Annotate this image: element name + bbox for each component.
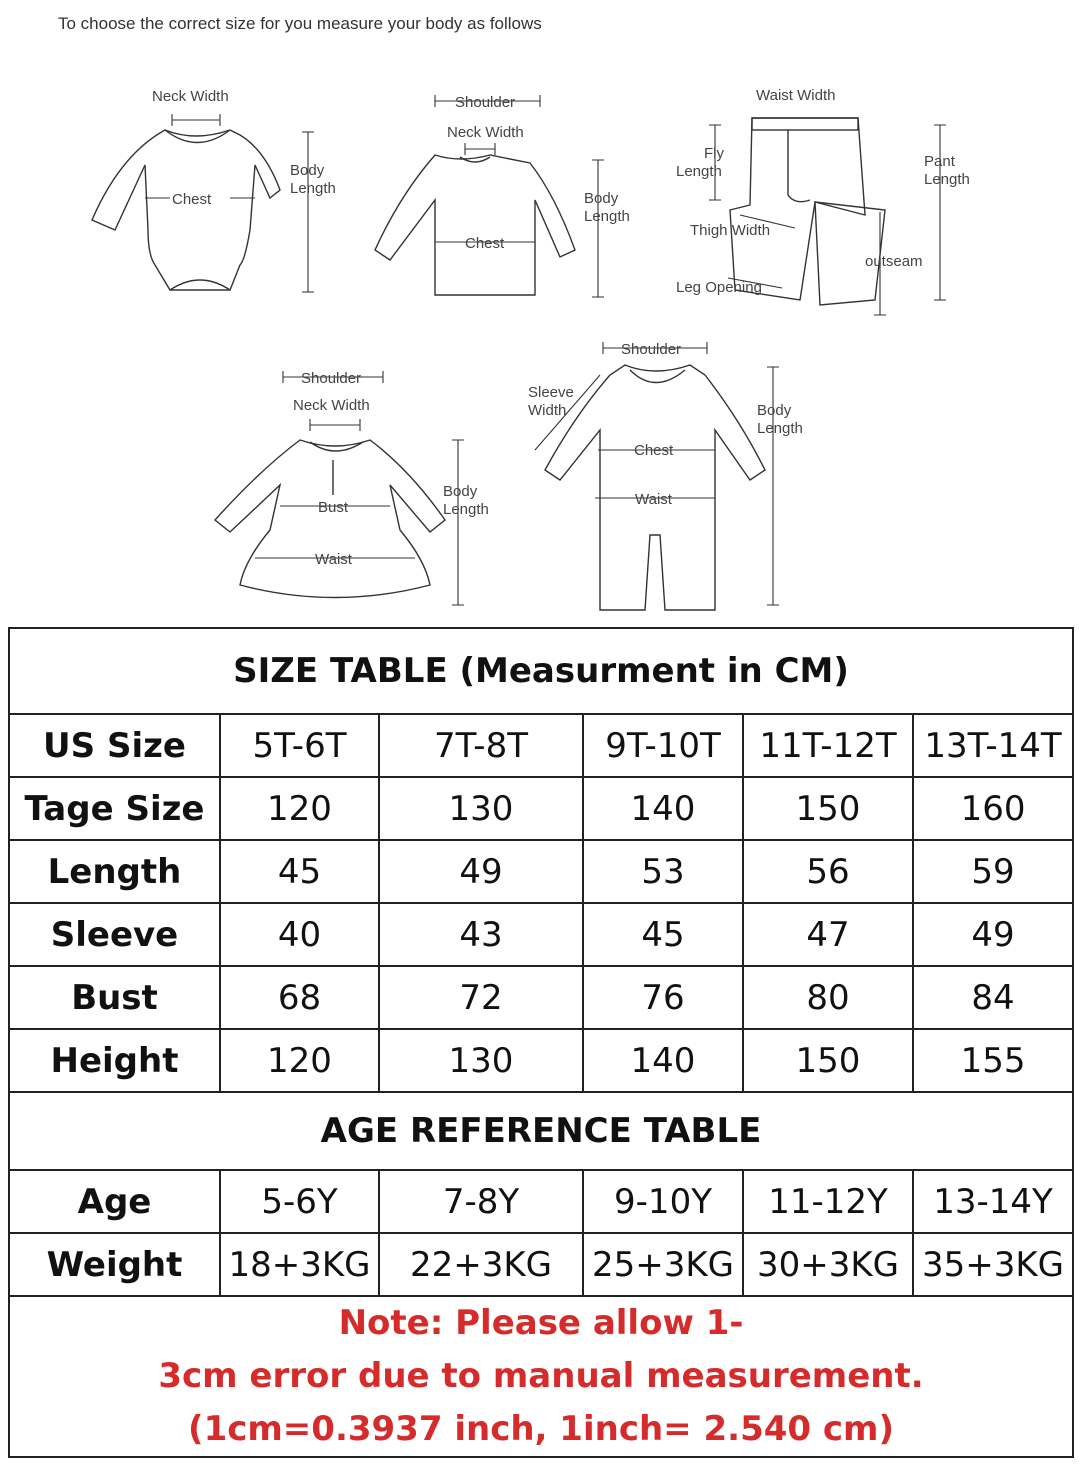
pants-fly-label: Fly [704, 145, 724, 162]
age-table-title: AGE REFERENCE TABLE [9, 1092, 1073, 1170]
table-cell: 5-6Y [220, 1170, 379, 1233]
bodysuit-neck-label: Neck Width [152, 88, 229, 105]
shirt-shoulder-label: Shoulder [455, 94, 516, 111]
table-cell: 25+3KG [583, 1233, 743, 1296]
note-line-2: 3cm error due to manual measurement. [158, 1356, 924, 1396]
bodysuit-body-label: Body [290, 162, 325, 179]
table-row [9, 1170, 1073, 1233]
table-row [9, 714, 1073, 777]
row-label: Bust [9, 966, 220, 1029]
pants-diagram [670, 80, 990, 320]
shirt-chest-label: Chest [465, 235, 505, 252]
table-cell: 5T-6T [220, 714, 379, 777]
row-label: Length [9, 840, 220, 903]
shirt-diagram [370, 85, 660, 305]
table-cell: 59 [913, 840, 1073, 903]
table-cell: 80 [743, 966, 913, 1029]
shirt-body-label: Body [584, 190, 619, 207]
pants-pant-label: Pant [924, 153, 955, 170]
table-cell: 76 [583, 966, 743, 1029]
table-cell: 72 [379, 966, 583, 1029]
table-cell: 160 [913, 777, 1073, 840]
intro-text: To choose the correct size for you measure your body as follows [58, 14, 542, 33]
table-row [9, 903, 1073, 966]
bodysuit-length-label: Length [290, 180, 336, 197]
table-cell: 35+3KG [913, 1233, 1073, 1296]
table-cell: 53 [583, 840, 743, 903]
romper-sleeve-label: Sleeve [528, 384, 574, 401]
table-cell: 45 [220, 840, 379, 903]
table-cell: 150 [743, 777, 913, 840]
pants-fly-length-label: Length [676, 163, 722, 180]
shirt-length-label: Length [584, 208, 630, 225]
table-cell: 68 [220, 966, 379, 1029]
pants-pant-length-label: Length [924, 171, 970, 188]
table-cell: 9-10Y [583, 1170, 743, 1233]
dress-length-label: Length [443, 501, 489, 518]
size-table-title: SIZE TABLE (Measurment in CM) [9, 628, 1073, 714]
table-cell: 150 [743, 1029, 913, 1092]
table-cell: 13-14Y [913, 1170, 1073, 1233]
shirt-neck-label: Neck Width [447, 124, 524, 141]
table-cell: 120 [220, 777, 379, 840]
table-row [9, 777, 1073, 840]
pants-waist-label: Waist Width [756, 87, 836, 104]
row-label: Age [9, 1170, 220, 1233]
dress-body-label: Body [443, 483, 478, 500]
table-cell: 130 [379, 1029, 583, 1092]
dress-shoulder-label: Shoulder [301, 370, 362, 387]
table-cell: 11-12Y [743, 1170, 913, 1233]
romper-length-label: Length [757, 420, 803, 437]
table-cell: 56 [743, 840, 913, 903]
row-label: Height [9, 1029, 220, 1092]
table-cell: 140 [583, 777, 743, 840]
dress-neck-label: Neck Width [293, 397, 370, 414]
row-label: Tage Size [9, 777, 220, 840]
romper-waist-label: Waist [635, 491, 672, 508]
romper-chest-label: Chest [634, 442, 674, 459]
table-cell: 30+3KG [743, 1233, 913, 1296]
table-cell: 49 [379, 840, 583, 903]
table-row [9, 840, 1073, 903]
note-cell [9, 1296, 1073, 1457]
table-row [9, 1233, 1073, 1296]
table-cell: 49 [913, 903, 1073, 966]
note-line-3: (1cm=0.3937 inch, 1inch= 2.540 cm) [188, 1409, 895, 1449]
note-line-1: Note: Please allow 1- [338, 1303, 744, 1343]
table-cell: 22+3KG [379, 1233, 583, 1296]
table-cell: 47 [743, 903, 913, 966]
table-cell: 84 [913, 966, 1073, 1029]
bodysuit-chest-label: Chest [172, 191, 212, 208]
row-label: US Size [9, 714, 220, 777]
table-cell: 155 [913, 1029, 1073, 1092]
table-cell: 43 [379, 903, 583, 966]
table-cell: 40 [220, 903, 379, 966]
dress-waist-label: Waist [315, 551, 352, 568]
dress-bust-label: Bust [318, 499, 349, 516]
table-cell: 7-8Y [379, 1170, 583, 1233]
table-row [9, 1029, 1073, 1092]
pants-outseam-label: outseam [865, 253, 923, 270]
table-cell: 11T-12T [743, 714, 913, 777]
row-label: Weight [9, 1233, 220, 1296]
table-cell: 7T-8T [379, 714, 583, 777]
table-cell: 13T-14T [913, 714, 1073, 777]
romper-diagram [525, 335, 825, 615]
table-cell: 140 [583, 1029, 743, 1092]
table-cell: 18+3KG [220, 1233, 379, 1296]
table-cell: 130 [379, 777, 583, 840]
table-cell: 9T-10T [583, 714, 743, 777]
table-cell: 120 [220, 1029, 379, 1092]
size-table [8, 627, 1074, 1458]
pants-leg-label: Leg Opening [676, 279, 762, 296]
table-row [9, 966, 1073, 1029]
romper-body-label: Body [757, 402, 792, 419]
bodysuit-diagram [80, 80, 370, 300]
romper-sleeve-width-label: Width [528, 402, 567, 419]
table-cell: 45 [583, 903, 743, 966]
romper-shoulder-label: Shoulder [621, 341, 682, 358]
row-label: Sleeve [9, 903, 220, 966]
dress-diagram [205, 360, 505, 615]
pants-thigh-label: Thigh Width [690, 222, 771, 239]
